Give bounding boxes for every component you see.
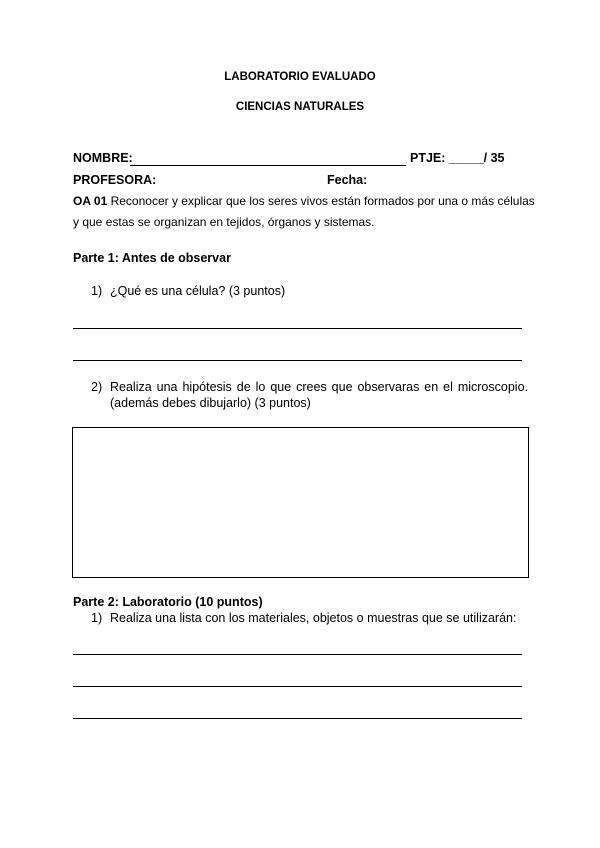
parte2-q1-text: Realiza una lista con los materiales, objetos o muestras que se utilizarán: <box>110 611 517 625</box>
ptje-label: PTJE: _____/ 35 <box>410 151 505 165</box>
oa-objective-line2: y que estas se organizan en tejidos, órganos y sistemas. <box>73 215 375 229</box>
answer-line[interactable] <box>73 360 522 361</box>
parte2-heading: Parte 2: Laboratorio (10 puntos) <box>73 595 263 609</box>
parte1-q2-text-line1: Realiza una hipótesis de lo que crees que observaras en el microscopio. <box>110 380 528 394</box>
document-title: LABORATORIO EVALUADO <box>224 71 376 83</box>
parte1-q1-text: ¿Qué es una célula? (3 puntos) <box>110 284 286 298</box>
oa-objective-line1 <box>73 194 535 208</box>
fecha-label: Fecha: <box>327 173 368 187</box>
parte1-q2-text-line2: (además debes dibujarlo) (3 puntos) <box>110 396 311 410</box>
answer-line[interactable] <box>73 686 522 687</box>
answer-line[interactable] <box>73 718 522 719</box>
nombre-field-line[interactable] <box>130 165 406 166</box>
parte2-q1-number: 1) <box>91 611 103 625</box>
answer-line[interactable] <box>73 654 522 655</box>
document-subtitle: CIENCIAS NATURALES <box>235 101 365 113</box>
parte1-q2-number: 2) <box>91 380 103 394</box>
drawing-box[interactable] <box>72 427 529 578</box>
parte1-q1-number: 1) <box>91 284 103 298</box>
parte1-heading: Parte 1: Antes de observar <box>73 251 231 265</box>
nombre-label: NOMBRE: <box>73 151 133 165</box>
answer-line[interactable] <box>73 328 522 329</box>
profesora-label: PROFESORA: <box>73 173 157 187</box>
oa-text-1: Reconocer y explicar que los seres vivos están formados por una o más células <box>107 194 535 208</box>
oa-code: OA 01 <box>73 194 108 208</box>
